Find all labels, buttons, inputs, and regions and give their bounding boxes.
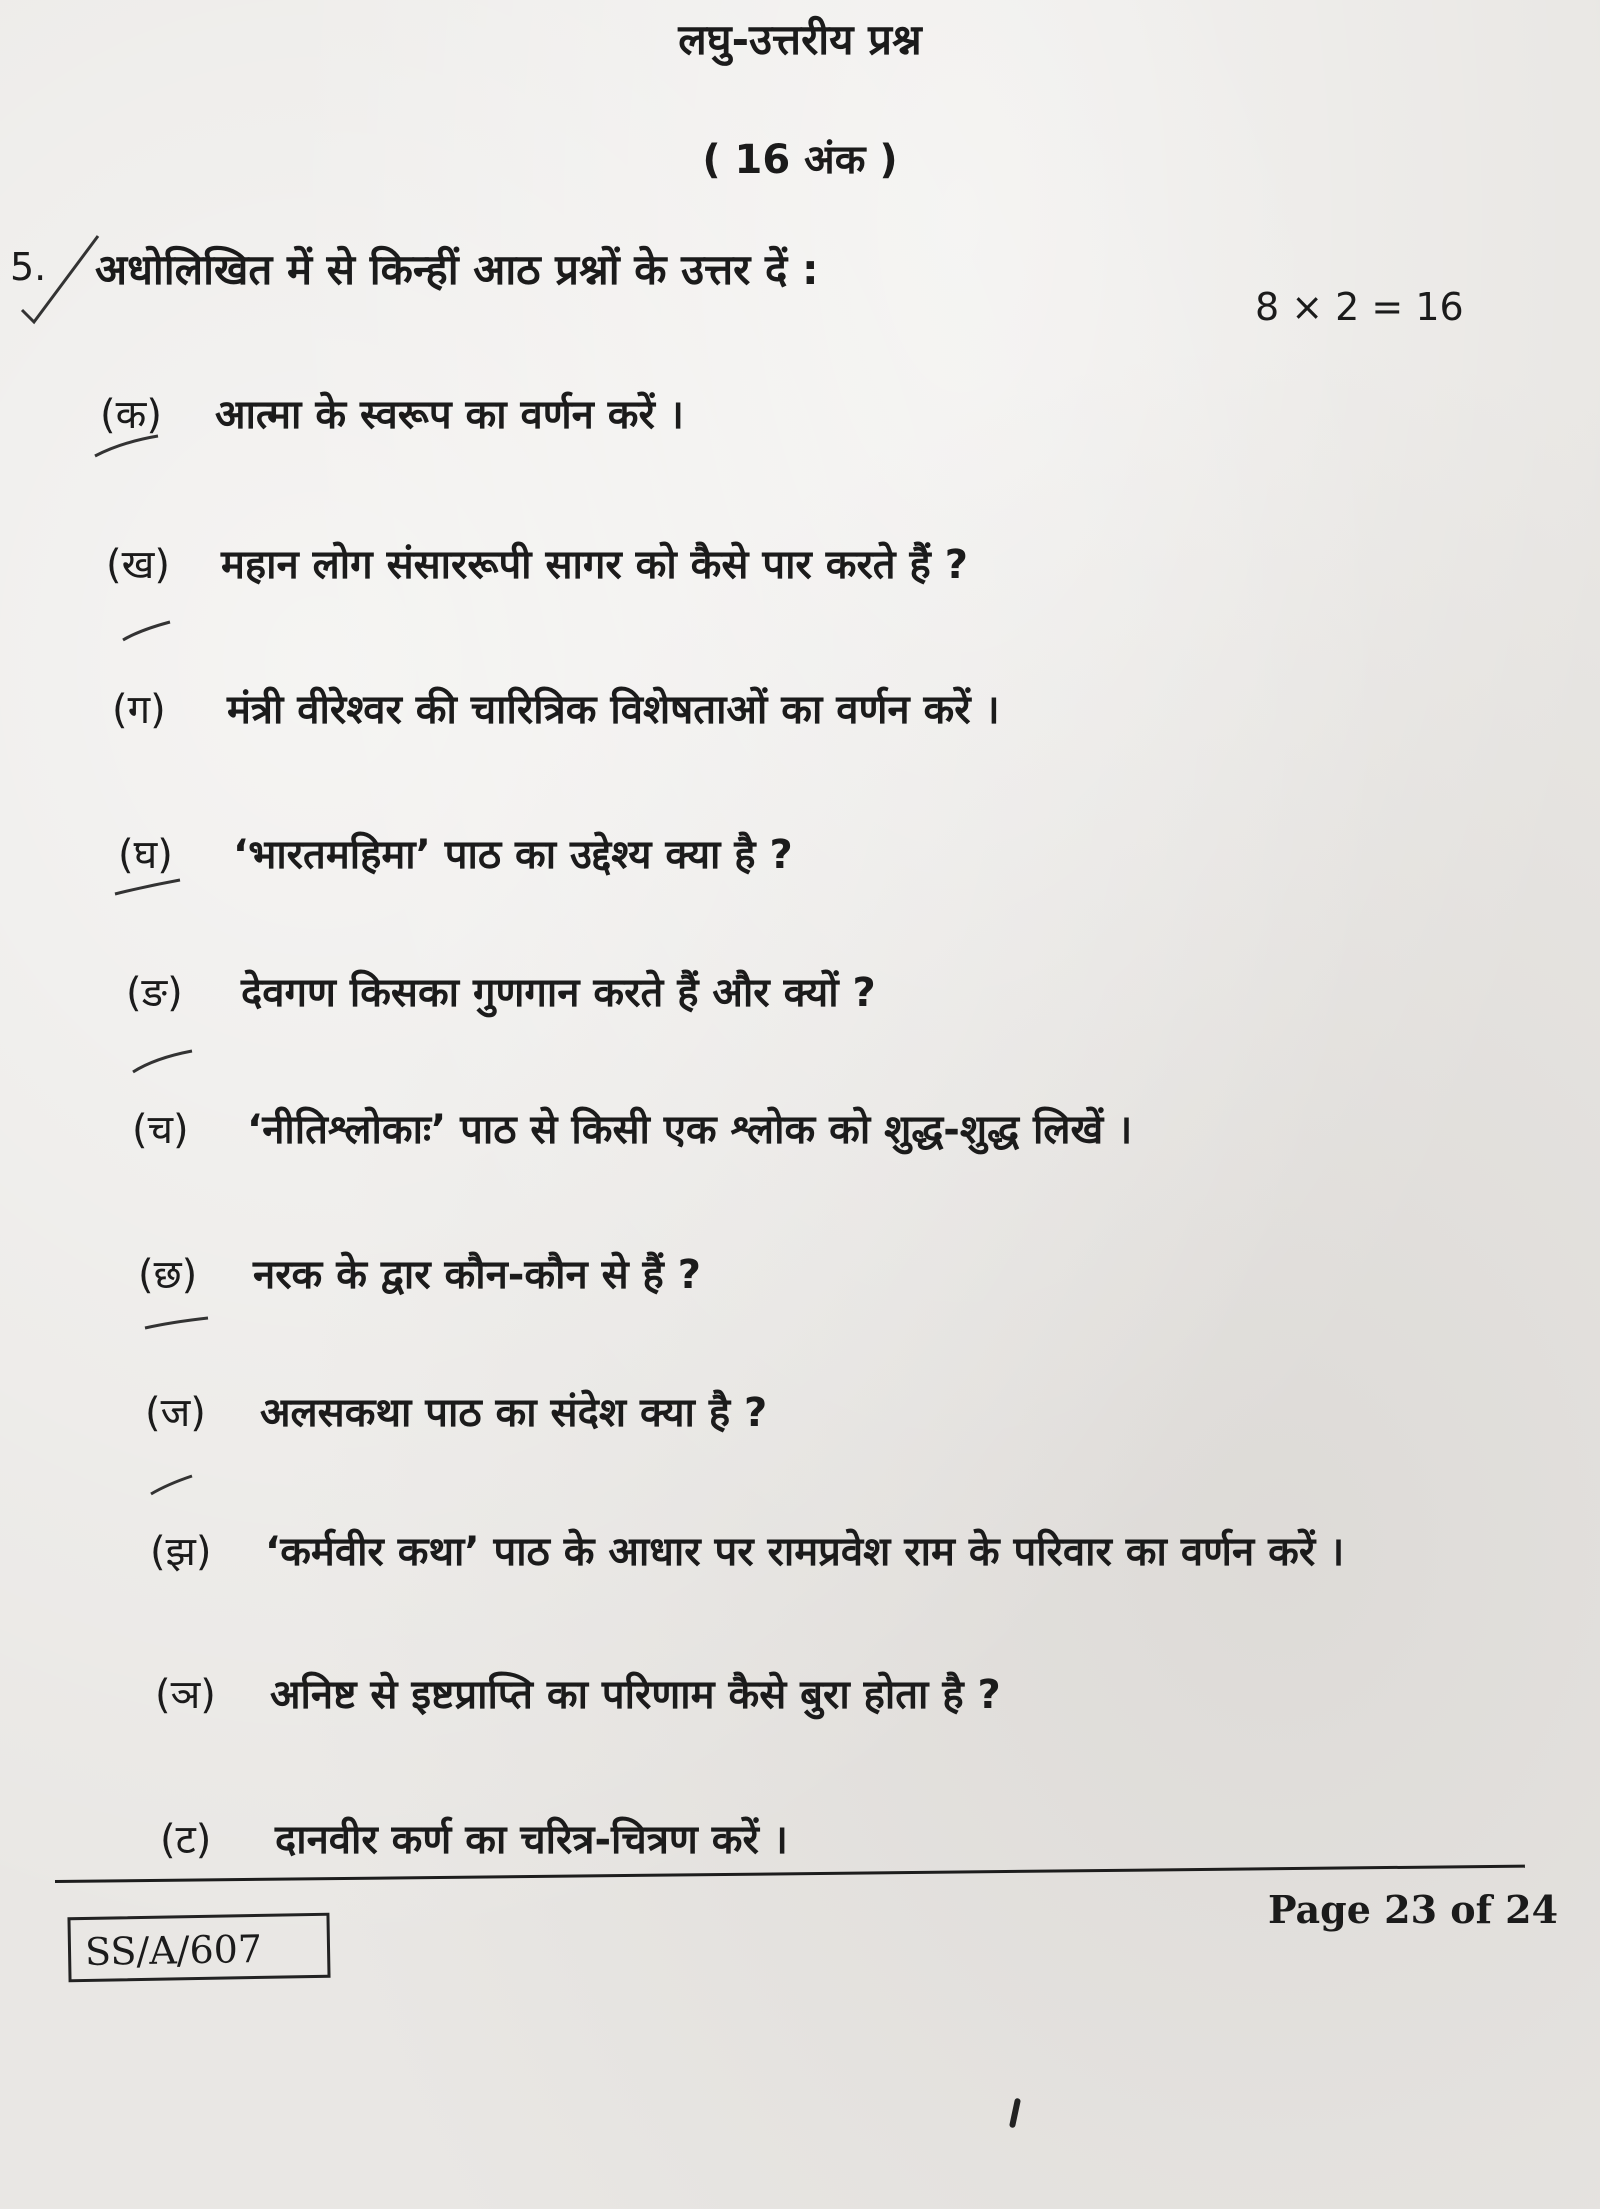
list-item xyxy=(132,1100,1132,1155)
item-label: (ट) xyxy=(160,1817,212,1863)
pen-stroke-mark xyxy=(142,1308,212,1336)
list-item xyxy=(138,1245,701,1300)
item-label: (ङ) xyxy=(126,970,183,1016)
item-text: मंत्री वीरेश्वर की चारित्रिक विशेषताओं का वर्णन करें । xyxy=(227,687,1000,733)
item-text: अलसकथा पाठ का संदेश क्या है ? xyxy=(260,1390,768,1436)
list-item xyxy=(100,385,684,440)
item-text: आत्मा के स्वरूप का वर्णन करें । xyxy=(215,392,684,438)
section-marks: ( 16 अंक ) xyxy=(702,137,898,183)
item-text: नरक के द्वार कौन-कौन से हैं ? xyxy=(253,1252,701,1298)
item-text: महान लोग संसाररूपी सागर को कैसे पार करते हैं ? xyxy=(221,542,968,588)
list-item xyxy=(126,963,876,1018)
item-label: (घ) xyxy=(118,832,173,878)
item-label: (झ) xyxy=(150,1529,212,1575)
list-item xyxy=(106,535,968,590)
question-scoring: 8 × 2 = 16 xyxy=(1255,285,1464,329)
question-number: 5. xyxy=(10,245,47,289)
item-text: ‘भारतमहिमा’ पाठ का उद्देश्य क्या है ? xyxy=(233,832,793,878)
pen-stroke-mark xyxy=(130,1048,200,1076)
item-text: ‘कर्मवीर कथा’ पाठ के आधार पर रामप्रवेश राम के परिवार का वर्णन करें । xyxy=(265,1529,1345,1575)
list-item xyxy=(112,680,1000,735)
item-label: (क) xyxy=(100,392,162,438)
item-text: ‘नीतिश्लोकाः’ पाठ से किसी एक श्लोक को शुद्ध-शुद्ध लिखें । xyxy=(247,1107,1133,1153)
list-item xyxy=(118,825,793,880)
page-number: Page 23 of 24 xyxy=(1268,1887,1559,1932)
item-text: देवगण किसका गुणगान करते हैं और क्यों ? xyxy=(241,970,876,1016)
list-item xyxy=(150,1522,1344,1577)
stray-pen-mark xyxy=(1009,2098,1021,2129)
pen-stroke-mark xyxy=(112,872,182,900)
pen-stroke-mark xyxy=(92,432,162,460)
item-label: (ञ) xyxy=(155,1672,216,1718)
list-item xyxy=(160,1810,788,1865)
item-label: (छ) xyxy=(138,1252,198,1298)
footer-divider xyxy=(55,1865,1525,1883)
item-label: (च) xyxy=(132,1107,189,1153)
list-item xyxy=(145,1383,767,1438)
paper-code: SS/A/607 xyxy=(67,1913,330,1983)
list-item xyxy=(155,1665,1001,1720)
item-text: दानवीर कर्ण का चरित्र-चित्रण करें । xyxy=(275,1817,788,1863)
item-label: (ज) xyxy=(145,1390,206,1436)
pen-stroke-mark xyxy=(148,1472,218,1500)
item-text: अनिष्ट से इष्टप्राप्ति का परिणाम कैसे बुरा होता है ? xyxy=(270,1672,1001,1718)
item-label: (ग) xyxy=(112,687,166,733)
section-heading: लघु-उत्तरीय प्रश्न xyxy=(678,15,922,64)
pen-stroke-mark xyxy=(120,618,190,646)
item-label: (ख) xyxy=(106,542,170,588)
question-instruction: अधोलिखित में से किन्हीं आठ प्रश्नों के उत्तर दें : xyxy=(95,245,819,294)
